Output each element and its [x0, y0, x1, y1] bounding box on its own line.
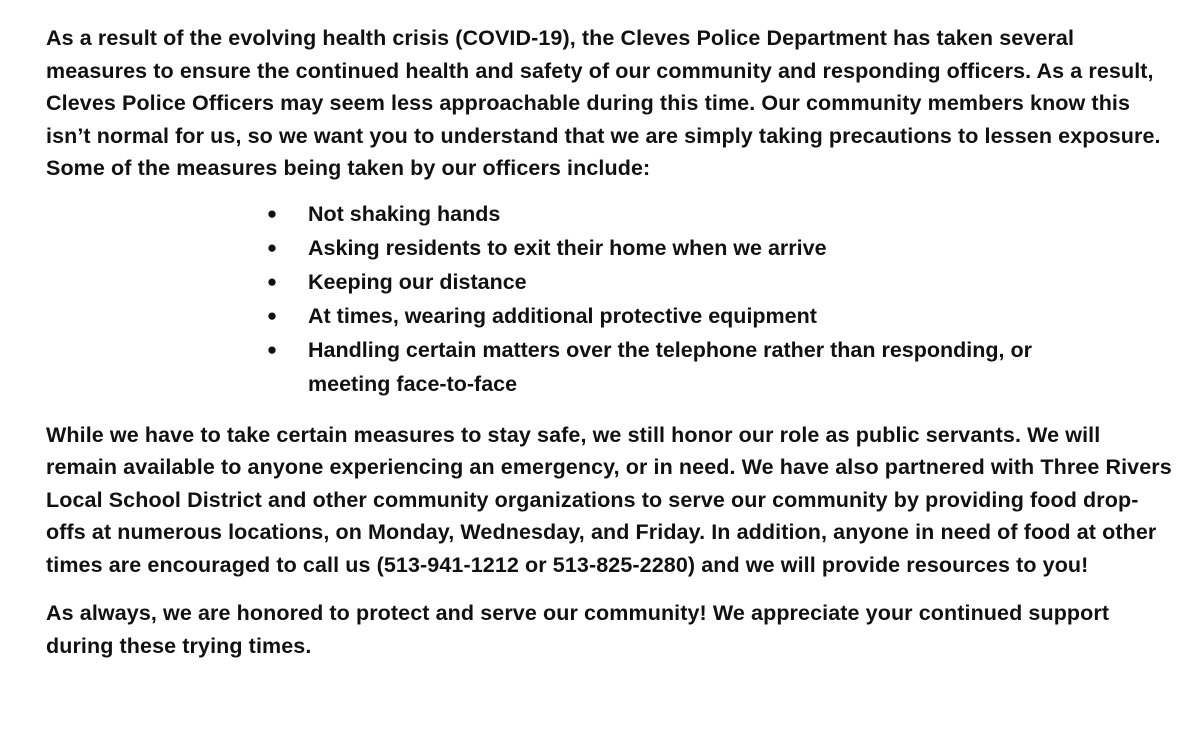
- list-item: [262, 231, 1068, 265]
- measures-list: [46, 197, 1176, 401]
- intro-paragraph: As a result of the evolving health crisis (COVID-19), the Cleves Police Department has taken several measures to ensure the continued health and safety of our community and responding officers. As a result, Cleves Police Officers may seem less approachable during this time. Our community members know this isn’t normal for us, so we want you to understand that we are simply taking precautions to lessen exposure. Some of the measures being taken by our officers include:: [46, 26, 1161, 180]
- bullet-icon: ●: [266, 237, 278, 257]
- list-item: [262, 197, 1068, 231]
- bullet-icon: ●: [266, 271, 278, 291]
- list-item: [262, 333, 1068, 401]
- list-item: [262, 265, 1068, 299]
- list-item-text: Not shaking hands: [308, 201, 501, 226]
- services-paragraph: While we have to take certain measures to stay safe, we still honor our role as public servants. We will remain available to anyone experiencing an emergency, or in need. We have also partnered with Three Rivers Local School District and other community organizations to serve our community by providing food drop-offs at numerous locations, on Monday, Wednesday, and Friday. In addition, anyone in need of food at other times are encouraged to call us (513-941-1212 or 513-825-2280) and we will provide resources to you!: [46, 422, 1172, 577]
- list-item: [262, 299, 1068, 333]
- bullet-icon: ●: [266, 305, 278, 325]
- list-item-text: Handling certain matters over the telephone rather than responding, or meeting face-to-face: [308, 337, 1032, 396]
- bullet-icon: ●: [266, 339, 278, 359]
- closing-paragraph: As always, we are honored to protect and serve our community! We appreciate your continued support during these trying times.: [46, 601, 1110, 658]
- bullet-icon: ●: [266, 203, 278, 223]
- list-item-text: Keeping our distance: [308, 269, 527, 294]
- list-item-text: Asking residents to exit their home when we arrive: [308, 235, 827, 260]
- list-item-text: At times, wearing additional protective equipment: [308, 303, 817, 328]
- document-body: [46, 22, 1176, 662]
